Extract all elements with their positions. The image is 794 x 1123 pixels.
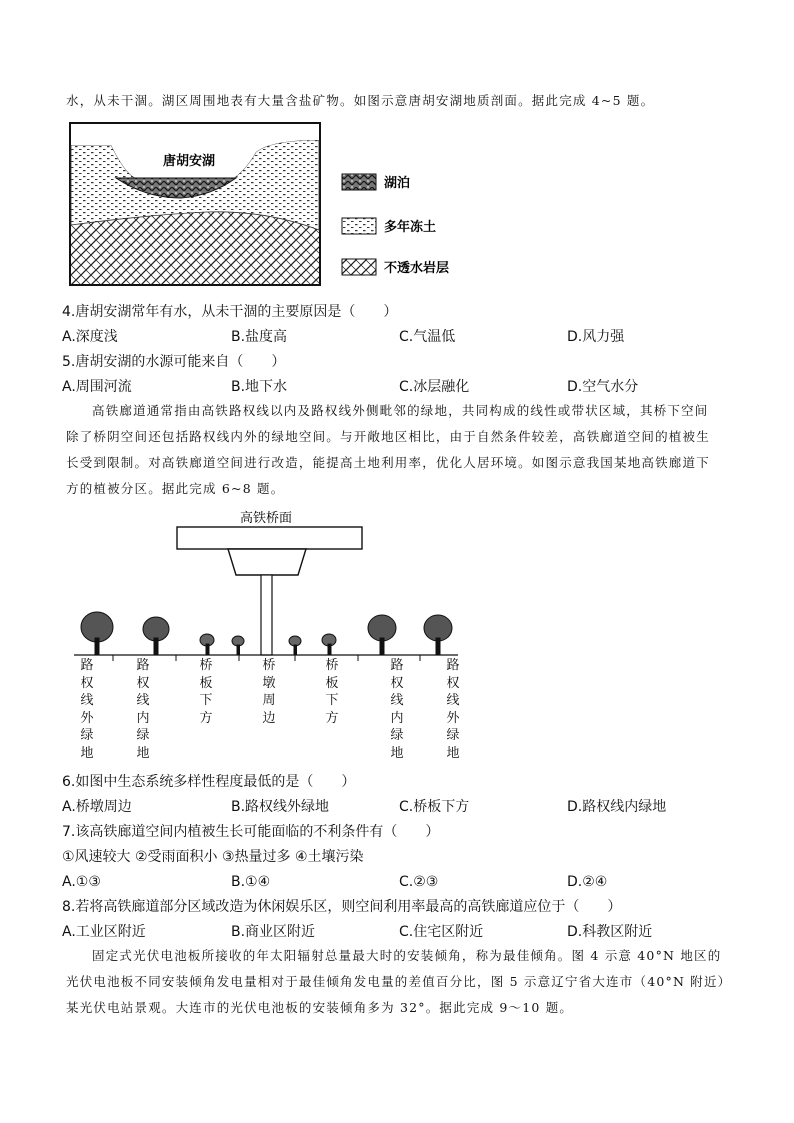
q6-option-a: A.桥墩周边 xyxy=(62,799,132,815)
q8-option-b: B.商业区附近 xyxy=(231,924,316,940)
q7-option-c: C.②③ xyxy=(399,874,439,890)
zone-pier-surround: 桥 墩 周 边 xyxy=(262,658,276,726)
bridge-deck xyxy=(177,527,362,549)
zone-under-deck-left: 桥 板 下 方 xyxy=(199,658,213,726)
q4-option-c: C.气温低 xyxy=(399,329,456,345)
tree-icon xyxy=(143,617,169,655)
question-5-stem: 5.唐胡安湖的水源可能来自（ ） xyxy=(62,354,286,370)
pier-cap xyxy=(228,549,306,575)
zone-outer-right: 路 权 线 外 绿 地 xyxy=(446,658,460,761)
intro-line: 水，从未干涸。湖区周围地表有大量含盐矿物。如图示意唐胡安湖地质剖面。据此完成 4~5 题。 xyxy=(66,93,655,108)
q8-option-d: D.科教区附近 xyxy=(567,924,653,940)
passage-2-line-1: 高铁廊道通常指由高铁路权线以内及路权线外侧毗邻的绿地，共同构成的线性或带状区域，其桥下空间 xyxy=(92,403,709,418)
q7-option-a: A.①③ xyxy=(62,874,101,890)
tree-icon xyxy=(368,615,396,655)
legend-label-permafrost: 多年冻土 xyxy=(384,220,437,235)
passage-2-line-3: 长受到限制。对高铁廊道空间进行改造，能提高土地利用率，优化人居环境。如图示意我国某地高铁廊道下 xyxy=(66,455,710,470)
lake-cross-section-figure xyxy=(66,120,486,290)
passage-3-line-2: 光伏电池板不同安装倾角发电量相对于最佳倾角发电量的差值百分比，图 5 示意辽宁省大连市（40°N 附近） xyxy=(66,974,732,989)
question-8-stem: 8.若将高铁廊道部分区域改造为休闲娱乐区，则空间利用率最高的高铁廊道应位于（ ） xyxy=(62,899,622,915)
q8-option-c: C.住宅区附近 xyxy=(399,924,484,940)
q6-option-d: D.路权线内绿地 xyxy=(567,799,667,815)
lake-label: 唐胡安湖 xyxy=(162,153,216,168)
q4-option-a: A.深度浅 xyxy=(62,329,118,345)
question-7-stem: 7.该高铁廊道空间内植被生长可能面临的不利条件有（ ） xyxy=(62,824,440,840)
tree-icon xyxy=(81,612,113,655)
question-4-stem: 4.唐胡安湖常年有水，从未干涸的主要原因是（ ） xyxy=(62,304,398,320)
passage-2-line-4: 方的植被分区。据此完成 6~8 题。 xyxy=(66,481,285,496)
legend xyxy=(342,174,449,276)
passage-2-line-2: 除了桥阴空间还包括路权线内外的绿地空间。与开敞地区相比，由于自然条件较差，高铁廊道空间的植被生 xyxy=(66,429,710,444)
question-6-stem: 6.如图中生态系统多样性程度最低的是（ ） xyxy=(62,774,356,790)
tree-icon xyxy=(200,634,214,655)
zone-outer-left: 路 权 线 外 绿 地 xyxy=(80,658,94,761)
q6-option-b: B.路权线外绿地 xyxy=(231,799,330,815)
legend-swatch-permafrost xyxy=(342,218,376,234)
passage-3-line-1: 固定式光伏电池板所接收的年太阳辐射总量最大时的安装倾角，称为最佳倾角。图 4 示意 40°N 地区的 xyxy=(92,948,722,963)
q7-conditions: ①风速较大 ②受雨面积小 ③热量过多 ④土壤污染 xyxy=(62,849,364,865)
zone-inner-left: 路 权 线 内 绿 地 xyxy=(136,658,150,761)
tree-icon xyxy=(232,636,244,655)
q5-option-b: B.地下水 xyxy=(231,379,288,395)
zone-inner-right: 路 权 线 内 绿 地 xyxy=(390,658,404,761)
bridge-pier xyxy=(261,575,272,655)
legend-swatch-rock xyxy=(342,259,376,275)
passage-3-line-3: 某光伏电站景观。大连市的光伏电池板的安装倾角多为 32°。据此完成 9～10 题。 xyxy=(66,1000,574,1015)
tree-icon xyxy=(424,615,452,655)
q5-option-c: C.冰层融化 xyxy=(399,379,470,395)
legend-label-rock: 不透水岩层 xyxy=(384,261,450,276)
q5-option-d: D.空气水分 xyxy=(567,379,639,395)
tree-icon xyxy=(322,634,336,655)
bridge-deck-label: 高铁桥面 xyxy=(239,510,293,525)
tree-icon xyxy=(289,636,301,655)
cross-section-diagram xyxy=(70,123,320,285)
q8-option-a: A.工业区附近 xyxy=(62,924,146,940)
q6-option-c: C.桥板下方 xyxy=(399,799,470,815)
legend-swatch-lake xyxy=(342,174,376,190)
q4-option-b: B.盐度高 xyxy=(231,329,288,345)
q4-option-d: D.风力强 xyxy=(567,329,625,345)
legend-label-lake: 湖泊 xyxy=(384,176,411,191)
q7-option-b: B.①④ xyxy=(231,874,271,890)
q5-option-a: A.周围河流 xyxy=(62,379,132,395)
zone-under-deck-right: 桥 板 下 方 xyxy=(325,658,339,726)
q7-option-d: D.②④ xyxy=(567,874,608,890)
